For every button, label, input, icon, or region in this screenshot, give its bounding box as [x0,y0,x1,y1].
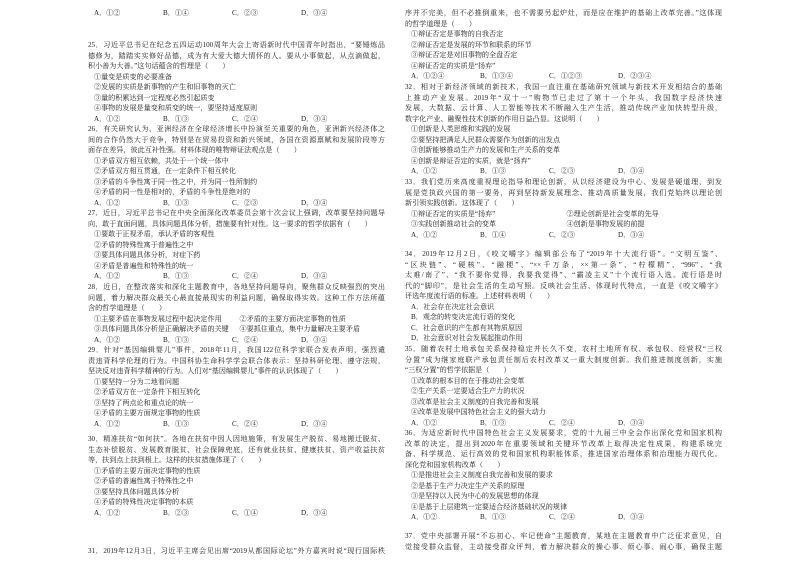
left-column [88,0,385,562]
answer-option: C．②④ [549,418,576,427]
choice-option: ③实践创新推动社会的变革 [411,220,497,228]
question-stem-line: 觉接受群众监督，主动接受群众评判，着力解决群众的操心事、烦心事、闹心事，确保主题 [405,542,722,551]
choice-row [405,397,722,408]
choice-row [88,103,385,114]
choice-option: ④矛盾的同一性是相对的，矛盾的斗争性是绝对的 [94,188,251,196]
choice-row [405,481,722,492]
question-stem-line: 上推动产业发展。2019年“双十一”购物节已走过了第十一个年头，我国数字经济快速 [405,93,722,102]
question-25 [88,40,385,124]
question-33 [405,177,722,240]
choice-row [88,487,385,498]
choice-option: ③要坚持具体问题具体分析 [94,487,180,496]
answer-option: C．②④ [232,419,259,428]
answer-option: D．③④ [301,508,328,517]
answer-row [88,114,385,125]
question-stem-line: 展是党执政兴国的第一要务，再到坚持新发展理念、推动高质量发展，我们党始终以理论创 [405,188,722,197]
question-stem-line: 37．党中央部署开展“不忘初心、牢记使命”主题教育，某地在主题教育中广泛征求意见，自 [405,532,722,540]
question-stem-line: 序并不完美，但不必推倒重来，也不需要另起炉灶，而是应在维护的基础上改革完善。”这体现 [405,9,722,17]
choice-row [405,333,722,344]
question-stem-line: 含的哲学道理是（ ） [88,304,167,312]
question-stem-line: 面存在差异，彼此互补性强。材料体现的唯物辩证法观点是（ ） [88,146,301,154]
answer-option: C．①④ [232,508,259,517]
question-stem-line: 31．2019年12月3日，习近平主席会见出席“2019从都国际论坛”外方嘉宾时说“现行国际秩 [88,547,385,555]
choice-option: ②矛盾的特殊性寓于普遍性之中 [94,240,194,249]
choice-option: ③创新能够推动生产力的发展和生产关系的变革 [411,146,560,154]
choice-row [88,240,385,251]
question-stem-line: 代的“脚印”，是社会生活的生动写照。反映社会生活、体现时代特点，一直是《咬文嚼字》 [405,281,722,290]
answer-option: B．①③ [480,167,507,175]
choice-option: ②理论创新是社会变革的先导 [566,209,659,218]
choice-row [405,135,722,146]
choice-option: ④创新是辩证否定的实质，就是“扬弃” [411,156,531,165]
choice-option: ①创新是人类思维和实践的发展 [411,125,511,133]
answer-option: B．①③ [163,114,190,123]
answer-option: C．②④ [232,114,259,123]
question-stem-line: 向，敢于直面问题，具体问题具体分析，措施要有针对性。这一要求的哲学依据有（ ） [88,219,372,228]
answer-option: D．③④ [301,419,328,428]
answer-option: B．①③ [480,513,507,521]
question-stem-line: 分置”成为继家庭联产承包责任制后农村改革又一重大制度创新。我们推进制度创新，实施 [405,355,722,364]
question-stem-line: 33．我们党历来高度重视理论指导和理论创新，从以经济建设为中心、发展是硬道理，到发 [405,178,722,186]
choice-option: ④要抓住重点，集中力量解决主要矛盾 [239,325,361,333]
question-stem-line: 数字化产业、融聚性技术创新的作用日益凸显。这说明（ ） [405,114,604,123]
choice-option: ②要坚持把满足人民群众需要作为创新的出发点 [411,135,560,144]
question-stem-line: “三权分置”的哲学依据是（ ） [405,366,511,374]
choice-option: ②矛盾的普遍性寓于特殊性之中 [94,477,194,485]
choice-row [88,93,385,104]
choice-row [88,156,385,167]
choice-row [405,407,722,418]
question-stem-line: 28．近日，在整改落实和深化主题教育中，各地坚持问题导向，聚焦群众反映强烈的突出 [88,283,385,291]
answer-option: A．①② [94,508,121,517]
choice-option: ③具体问题具体分析是正确解决矛盾的关键 [94,325,229,333]
question-stem-line: 责违背科学伦理的行为。中国科协生命科学学会联合体表示：坚持科研伦理、遵守法规， [88,356,385,365]
answer-row [405,71,722,82]
choice-option: ①要坚持一分为二地看问题 [94,377,180,386]
choice-row [88,314,385,325]
question-stem-line: 深化党和国家机构改革（ ） [405,460,505,469]
question-stem-line: 27．近日，习近平总书记在中央全面深化改革委员会第十次会议上强调，改革要坚持问题导 [88,209,385,217]
choice-row [88,177,385,188]
answer-option: A．①② [411,418,438,427]
answer-row [88,508,385,519]
choice-option: ①改革的根本目的在于推动社会变革 [411,376,525,385]
choice-option: A．社会存在决定社会意识 [411,302,495,311]
answer-option: D．③④ [301,335,328,344]
choice-row [405,502,722,513]
answer-option: D．③④ [618,513,645,521]
choice-option: ②矛盾双方相互贯通，在一定条件下相互转化 [94,167,236,175]
choice-option: ③要具体问题具体分析，对症下药 [94,251,201,259]
question-31 [88,546,385,557]
choice-option: ①主要矛盾在事物发展过程中起决定作用 [94,314,222,323]
answer-option: A．①② [94,9,121,17]
choice-option: ④矛盾的特殊性决定事物的本质 [94,498,194,506]
question-stem-line: 太难/南了”、“我不要你觉得，我要我觉得”、“霸凌主义”十个流行语入选。流行语是时 [405,271,722,279]
question-stem-line: 34．2019年12月2日，《咬文嚼字》编辑部公布了“2019年十大流行语”。“文明互鉴”、 [405,250,722,258]
choice-row [405,50,722,61]
choice-option: ④矛盾是普遍性和特殊性的统一 [94,261,194,270]
question-37 [405,531,722,552]
choice-option: ③矛盾的斗争性寓于同一性之中，并为同一性所制约 [94,177,258,186]
choice-option: ④改革是发展中国特色社会主义的强大动力 [411,408,546,416]
choice-option: ①量变是质变的必要准备 [94,72,173,81]
answer-row-block [88,8,385,19]
answer-option: C．①②③ [549,72,583,80]
answer-option: D．③④ [301,114,328,123]
choice-row [88,398,385,409]
choice-row [88,497,385,508]
choice-option: ③量的积累达到一定程度必然引起质变 [94,93,215,102]
answer-option: A．①②④ [411,72,445,80]
answer-option: D．③④ [301,198,328,207]
choice-row [405,156,722,167]
choice-row [88,377,385,388]
question-29 [88,345,385,429]
choice-option: ④事物的发展是量变和质变的统一，要坚持适度原则 [94,104,258,112]
choice-option: ③坚持了两点论和重点论的统一 [94,398,194,407]
answer-option: B．①③④ [480,72,514,80]
choice-option: ④辩证否定的实质是“扬弃” [411,61,496,70]
right-column [405,0,722,562]
choice-row [88,229,385,240]
choice-row [405,219,722,230]
question-35 [405,344,722,428]
question-stem-line: 坚决反对违背科学精神的行为。人们对“基因编辑婴儿”事件的认识体现了（ ） [88,367,343,375]
answer-option: D．②③④ [618,72,652,80]
choice-row [88,82,385,93]
answer-row [88,198,385,209]
answer-option: C．②③ [232,9,259,17]
answer-option: A．①② [94,335,121,344]
answer-option: A．①② [411,513,438,521]
choice-option: ④是基于上层建筑一定要适合经济基础状况的规律 [411,502,568,511]
choice-option: ①是推进社会主义制度自我完善和发展的要求 [411,471,553,479]
choice-option: ②是基于生产力决定生产关系的原理 [411,481,525,490]
question-stem-line: 备、科学规范、运行高效的党和国家机构职能体系，推进国家治理体系和治理能力现代化。 [405,450,722,458]
answer-option: D．③④ [618,418,645,427]
choice-option: B．观念的转变决定流行语的变化 [411,313,516,321]
choice-row [88,387,385,398]
question-stem-line: 等，扶到点上扶到根上。这样的扶贫措施体现了（ ） [88,456,266,464]
answer-option: D．③④ [301,272,328,280]
choice-row [405,61,722,72]
answer-option: D．③④ [618,167,645,175]
choice-option: ③辩证否定是对旧事物的全盘否定 [411,51,518,59]
answer-option: C．②④ [549,513,576,521]
choice-option: ②辩证否定是发展的环节和联系的环节 [411,40,532,49]
choice-option: ②发展的实质是新事物的产生和旧事物的灭亡 [94,83,236,91]
answer-row [405,230,722,241]
question-27 [88,208,385,282]
answer-option: B．①③ [163,198,190,207]
question-stem-line: 36．为适应新时代中国特色社会主义发展要求，党的十九届三中全会作出深化党和国家机构 [405,429,722,437]
answer-option: C．②③ [549,230,576,239]
answer-option: A．①② [411,230,438,239]
question-26 [88,124,385,208]
choice-row [405,29,722,40]
answer-option: B．①③ [163,419,190,428]
question-32 [405,82,722,177]
answer-option: D．③④ [301,9,328,17]
question-stem-line: 生态补偿脱贫、发展教育脱贫、社会保障兜底，还有就业扶贫、健康扶贫、资产收益扶贫 [88,445,385,454]
choice-row [405,145,722,156]
question-stem-line: 评选年度流行语的标准。上述材料表明（ ） [405,292,554,300]
answer-option: A．①② [94,419,121,428]
answer-option: C．②③ [549,167,576,175]
question-stem-line: 积小善为大善。”这句话蕴含的哲理是（ ） [88,62,230,70]
choice-option: ④矛盾的主要方面规定事物的性质 [94,409,201,417]
question-stem-line: 新引领实践创新。这体现了（ ） [405,199,519,207]
question-34 [405,249,722,344]
question-stem-line: 25．习近平总书记在纪念五四运动100周年大会上寄语新时代中国青年时指出，“要锤炼品 [88,41,385,49]
question-stem-line: 发展，大数据、云计算、人工智能等技术不断融入生产生活，推动传统产业加快转型升级， [405,104,722,112]
answer-row [88,335,385,346]
choice-option: ①矛盾双方相互依赖，共处于一个统一体中 [94,156,229,165]
answer-option: C．②④ [232,272,259,280]
choice-option: C．社会意识的产生都有其物质原因 [411,323,523,332]
choice-row [88,187,385,198]
choice-row [88,466,385,477]
answer-row [88,271,385,282]
choice-option: ②矛盾的主要方面决定事物的性质 [239,314,346,323]
choice-row [88,72,385,83]
question-stem-line: 32．相对于新经济领域的新技术，我国一直注重在基础研究领域与新技术开发相结合的基础 [405,83,722,91]
question-stem-line: 30．精准扶贫“如何扶”。各地在扶贫中因人因地施策，有发展生产脱贫、易地搬迁脱贫、 [88,435,385,443]
question-stem-line: 35．随着农村土地承包关系保持稳定并长久不变，农村土地所有权、承包权、经营权“三权 [405,345,722,353]
question-stem-line: 改革的决定，提出到2020年在重要领域和关键环节改革上取得决定性成果，构建系统完 [405,439,722,448]
choice-row [405,386,722,397]
choice-row [88,250,385,261]
choice-row [88,261,385,272]
question-stem-line: 26．有关研究认为，亚洲经济在全球经济增长中扮演至关重要的角色，亚洲新兴经济体之 [88,125,385,133]
choice-row [405,40,722,51]
choice-row [88,476,385,487]
choice-row [405,124,722,135]
choice-row [88,324,385,335]
choice-option: ②生产关系一定要适合生产力的状况 [411,387,525,395]
answer-row [88,8,385,19]
choice-option: ①辩证否定的实质是“扬弃” [411,209,496,218]
answer-row [405,418,722,429]
answer-option: C．②④ [232,335,259,344]
choice-option: ③是坚持以人民为中心的发展思想的体现 [411,492,539,500]
question-continued [405,8,722,82]
answer-option: A．①② [94,272,121,280]
question-stem-line: 德修为，踏踏实实修好品德，成为有大爱大德大情怀的人。要从小事做起，从点滴做起， [88,51,385,60]
answer-option: D．③④ [618,230,645,239]
answer-row [88,419,385,430]
answer-option: B．①③ [163,335,190,344]
choice-option: ②矛盾双方在一定条件下相互转化 [94,388,201,396]
answer-option: A．①② [411,167,438,175]
choice-row [405,209,722,220]
question-36 [405,428,722,523]
choice-row [405,470,722,481]
answer-option: B．①③ [163,272,190,280]
answer-option: B．①④ [163,9,190,17]
choice-row [405,302,722,313]
choice-row [405,491,722,502]
question-stem-line: “区块链”、“硬核”、“融梗”、“××千万条，××第一条”、“柠檬精”、“996”、“我 [405,260,722,269]
answer-option: B．①③ [480,418,507,427]
question-28 [88,282,385,345]
choice-option: ①辩证否定是事物的自我否定 [411,30,504,38]
choice-option: D．社会意识对社会发展起推动作用 [411,334,523,342]
choice-option: ①要敢于正视矛盾，承认矛盾的客观性 [94,230,215,238]
answer-row [405,166,722,177]
question-30 [88,434,385,518]
question-stem-line: 问题，着力解决群众最关心最直接最现实的利益问题，确保取得实效。这种工作方法所蕴 [88,293,385,302]
choice-row [405,376,722,387]
answer-row [405,512,722,523]
answer-option: A．①② [94,114,121,123]
question-stem-line: 29．针对“基因编辑婴儿”事件，2018年11月，我国122位科学家联合发表声明，强烈谴 [88,346,385,354]
choice-row [405,312,722,323]
choice-option: ③改革是社会主义制度的自我完善和发展 [411,397,539,406]
question-stem-line: 的哲学道理是（ ） [405,19,476,28]
choice-row [88,166,385,177]
choice-option: ④创新是事物发展的前提 [566,220,645,228]
choice-row [88,408,385,419]
answer-option: C．②③ [232,198,259,207]
question-stem-line: 间的合作仍然大于竞争，特别是在贸易投资和新兴领域，各国在资源禀赋和发展阶段等方 [88,135,385,144]
answer-option: B．①④ [480,230,507,239]
choice-row [405,323,722,334]
answer-option: A．①② [94,198,121,207]
answer-option: B．②③ [163,508,190,517]
choice-option: ①矛盾的主要方面决定事物的性质 [94,466,201,475]
